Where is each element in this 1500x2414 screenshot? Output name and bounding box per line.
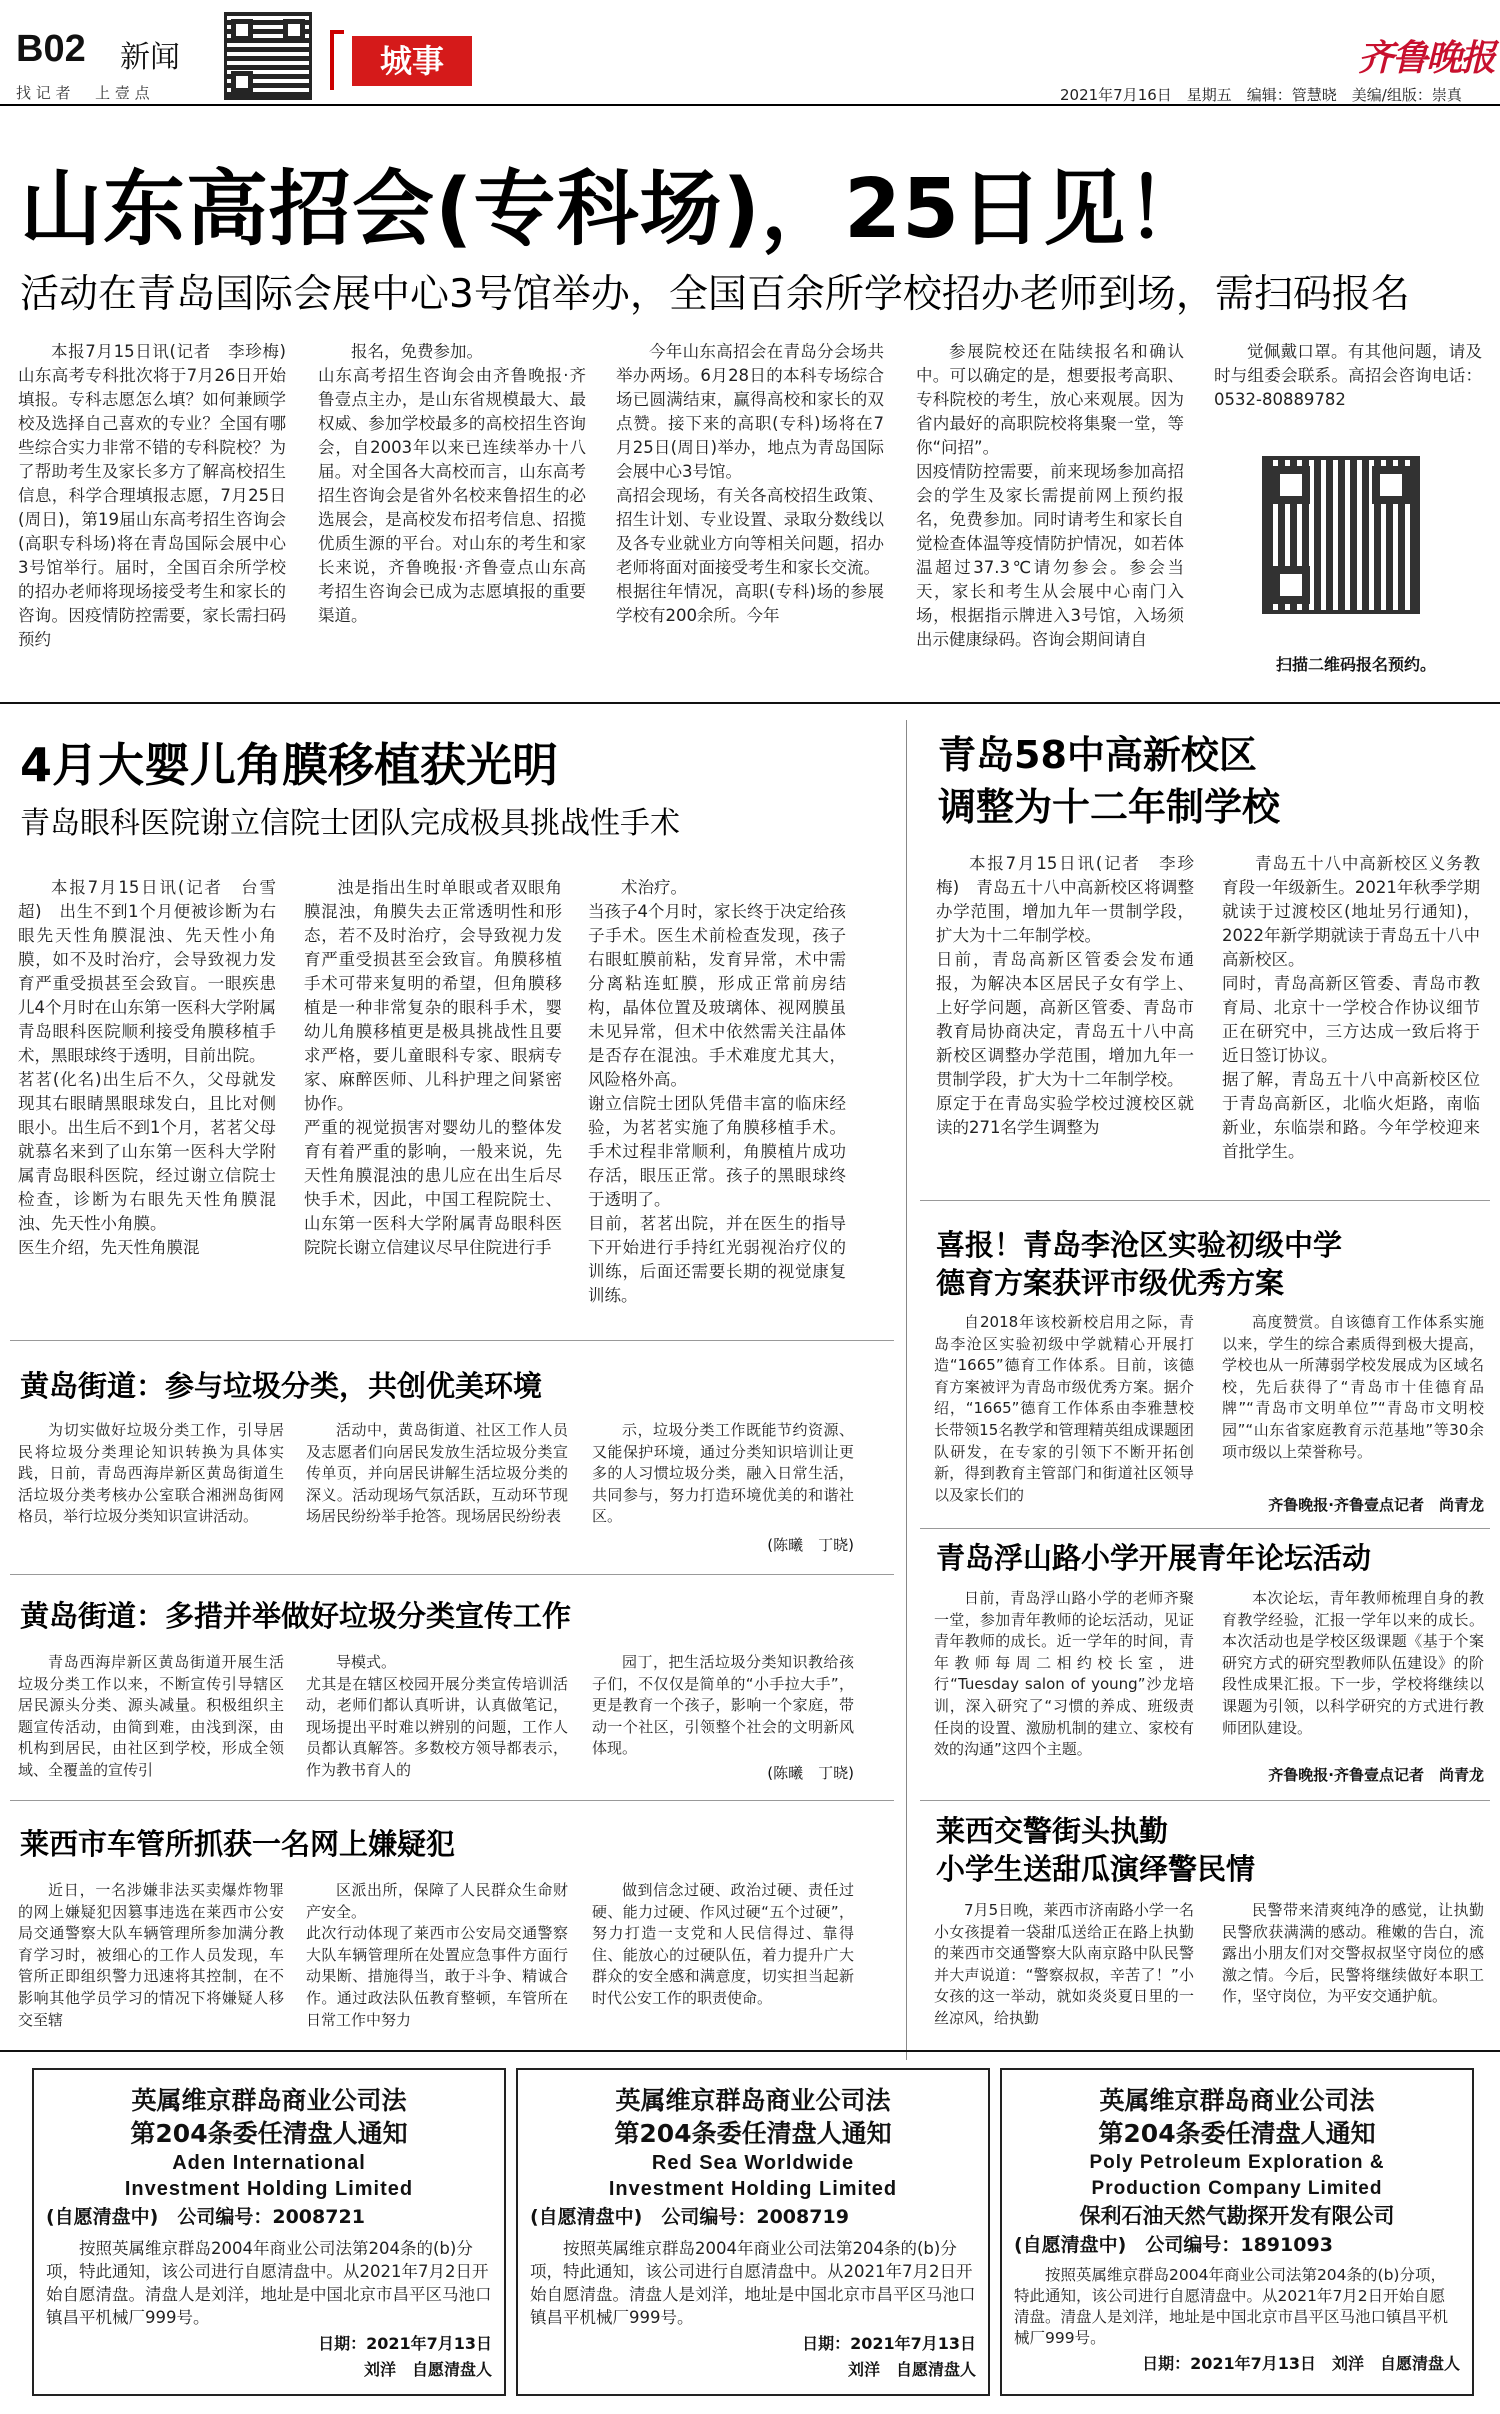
channel-tag: 城事 xyxy=(352,36,472,86)
garbage2-col-2: 导模式。 尤其是在辖区校园开展分类宣传培训活动，老师们都认真听讲，认真做笔记，现场提出平时难以辨别的问题，工作人员都认真解答。多数校方领导都表示，作为教书育人的 xyxy=(306,1653,568,1779)
cornea-col-3: 术治疗。 当孩子4个月时，家长终于决定给孩子手术。医生术前检查发现，孩子右眼虹膜前粘，发育异常，术中需分离粘连虹膜，形成正常前房结构，晶体位置及玻璃体、视网膜虽未见异常，但术中依然需关注晶体是否存在混浊。手术难度尤其大，风险格外高。 谢立信院士团队凭借丰富的临床经验，为茗茗实施了角膜移植手术。手术过程非常顺利，角膜植片成功存活，眼压正常。孩子的黑眼球终于透明了。 目前，茗茗出院，并在医生的指导下开始进行手持红光弱视治疗仪的训练，后面还需要长期的视觉康复训练。 xyxy=(588,878,846,1305)
fushan-byline: 齐鲁晚报·齐鲁壹点记者 尚青龙 xyxy=(1268,1766,1484,1784)
notice-company-en-2: Investment Holding Limited xyxy=(608,2178,898,2200)
lead-col-2: 报名，免费参加。 山东高考招生咨询会由齐鲁晚报·齐鲁壹点主办，是山东省规模最大、最权威、参加学校最多的高校招生咨询会，自2003年以来已连续举办十八届。对全国各大高校而言，山东高考招生咨询会是省外名校来鲁招生的必选展会，是高校发布招考信息、招揽优质生源的平台。对山东的考生和家长来说，齐鲁晚报·齐鲁壹点山东高考招生咨询会已成为志愿填报的重要渠道。 xyxy=(318,342,586,625)
signup-qr-code xyxy=(1262,456,1420,614)
notice-title-2: 第204条委任清盘人通知 xyxy=(614,2119,892,2148)
page-code: B02 xyxy=(16,28,86,70)
licang-headline-1: 喜报！青岛李沧区实验初级中学 xyxy=(936,1228,1343,1262)
school58-headline-1: 青岛58中高新校区 xyxy=(938,733,1257,777)
garbage2-byline: (陈曦 丁晓) xyxy=(767,1764,854,1782)
traffic-headline-2: 小学生送甜瓜演绎警民情 xyxy=(936,1852,1256,1886)
garbage2-col-1: 青岛西海岸新区黄岛街道开展生活垃圾分类工作以来，不断宣传引导辖区居民源头分类、源头减量。积极组织主题宣传活动，由简到难，由浅到深，由机构到居民，由社区到学校，形成全领域、全覆盖的宣传引 xyxy=(18,1653,284,1779)
school58-headline-2: 调整为十二年制学校 xyxy=(938,785,1281,829)
header-slogan: 找 记 者 上 壹 点 xyxy=(16,84,150,102)
cornea-headline: 4月大婴儿角膜移植获光明 xyxy=(20,738,559,792)
notice-company-en-2: Investment Holding Limited xyxy=(124,2178,414,2200)
notice-sign: 刘洋 自愿清盘人 xyxy=(847,2360,976,2379)
garbage1-col-2: 活动中，黄岛街道、社区工作人员及志愿者们向居民发放生活垃圾分类宣传单页，并向居民讲解生活垃圾分类的深义。活动现场气氛活跃，互动环节现场居民纷纷举手抢答。现场居民纷纷表 xyxy=(306,1421,568,1526)
notice-code: (自愿清盘中) 公司编号：2008719 xyxy=(530,2206,849,2228)
notice-company-en-1: Aden International xyxy=(172,2152,366,2174)
notice-company-cn: 保利石油天然气勘探开发有限公司 xyxy=(1079,2204,1395,2228)
notice-date: 日期：2021年7月13日 刘洋 自愿清盘人 xyxy=(1142,2354,1460,2373)
page-header xyxy=(0,0,1500,110)
notice-title-2: 第204条委任清盘人通知 xyxy=(130,2119,408,2148)
liquidation-notice-2 xyxy=(516,2068,990,2396)
garbage2-headline: 黄岛街道：多措并举做好垃圾分类宣传工作 xyxy=(20,1599,572,1633)
garbage2-rule xyxy=(10,1800,894,1801)
licang-col-1: 自2018年该校新校启用之际，青岛李沧区实验初级中学就精心开展打造“1665”德育工作体系。目前，该德育方案被评为青岛市级优秀方案。据介绍，“1665”德育工作体系由李雅慧校长带领15名教学和管理精英组成课题团队研发，在专家的引领下不断开拓创新，得到教育主管部门和街道社区领导以及家长们的 xyxy=(934,1313,1194,1504)
notice-body: 按照英属维京群岛2004年商业公司法第204条的(b)分项，特此通知，该公司进行自愿清盘中。从2021年7月2日开始自愿清盘。清盘人是刘洋，地址是中国北京市昌平区马池口镇昌平机械厂999号。 xyxy=(46,2239,492,2327)
brand-logo: 齐鲁晚报 xyxy=(1358,37,1495,79)
fushan-col-1: 日前，青岛浮山路小学的老师齐聚一堂，参加青年教师的论坛活动，见证青年教师的成长。近一学年的时间，青年教师每周二相约校长室，进行“Tuesday salon of young”沙龙培训，深入研究了“习惯的养成、班级责任岗的设置、激励机制的建立、家校有效的沟通”这四个主题。 xyxy=(934,1589,1194,1759)
garbage2-col-3: 园丁，把生活垃圾分类知识教给孩子们，不仅仅是简单的“小手拉大手”，更是教育一个孩子，影响一个家庭，带动一个社区，引领整个社会的文明新风体现。 xyxy=(592,1653,854,1758)
lead-col-5: 觉佩戴口罩。有其他问题，请及时与组委会联系。高招会咨询电话：0532-80889782 xyxy=(1214,342,1482,409)
cornea-col-1: 本报7月15日讯(记者 台雪超) 出生不到1个月便被诊断为右眼先天性角膜混浊、先天性小角膜，如不及时治疗，会导致视力发育严重受损甚至会致盲。一眼疾患儿4个月时在山东第一医科大学附属青岛眼科医院顺利接受角膜移植手术，黑眼球终于透明，目前出院。 茗茗(化名)出生后不久，父母就发现其右眼睛黑眼球发白，且比对侧眼小。出生后不到1个月，茗茗父母就慕名来到了山东第一医科大学附属青岛眼科医院，经过谢立信院士检查，诊断为右眼先天性角膜混浊、先天性小角膜。 医生介绍，先天性角膜混 xyxy=(18,878,276,1257)
notice-title-2: 第204条委任清盘人通知 xyxy=(1098,2119,1376,2148)
notice-company-en-1: Poly Petroleum Exploration & xyxy=(1089,2152,1385,2173)
licang-headline-2: 德育方案获评市级优秀方案 xyxy=(936,1266,1285,1300)
notice-sign: 刘洋 自愿清盘人 xyxy=(363,2360,492,2379)
garbage1-col-1: 为切实做好垃圾分类工作，引导居民将垃圾分类理论知识转换为具体实践，日前，青岛西海岸新区黄岛街道生活垃圾分类考核办公室联合湘洲岛街网格员，举行垃圾分类知识宣讲活动。 xyxy=(18,1421,284,1526)
licang-col-2: 高度赞赏。自该德育工作体系实施以来，学生的综合素质得到极大提高，学校也从一所薄弱学校发展成为区域名校，先后获得了“青岛市十佳德育品牌”“青岛市文明单位”“青岛市文明校园”“山东省家庭教育示范基地”等30余项市级以上荣誉称号。 xyxy=(1222,1313,1484,1461)
lead-subheadline: 活动在青岛国际会展中心3号馆举办，全国百余所学校招办老师到场，需扫码报名 xyxy=(20,272,1410,317)
header-date: 2021年7月16日 星期五 编辑：管慧晓 美编/组版：崇真 xyxy=(1060,86,1462,104)
liquidation-notice-3 xyxy=(1000,2068,1474,2396)
notice-code: (自愿清盘中) 公司编号：2008721 xyxy=(46,2206,365,2228)
fushan-col-2: 本次论坛，青年教师梳理自身的教育教学经验，汇报一学年以来的成长。本次活动也是学校区级课题《基于个案研究方式的研究型教师队伍建设》的阶段性成果汇报。下一步，学校将继续以课题为引领，以科学研究的方式进行教师团队建设。 xyxy=(1222,1589,1484,1737)
lead-bottom-rule xyxy=(0,702,1500,704)
traffic-col-1: 7月5日晚，莱西市济南路小学一名小女孩提着一袋甜瓜送给正在路上执勤的莱西市交通警察大队南京路中队民警并大声说道：“警察叔叔，辛苦了！”小女孩的这一举动，就如炎炎夏日里的一丝凉风，给执勤 xyxy=(934,1901,1194,2027)
channel-bracket xyxy=(330,30,344,90)
notice-company-en-2: Production Company Limited xyxy=(1091,2178,1383,2199)
fushan-headline: 青岛浮山路小学开展青年论坛活动 xyxy=(936,1541,1372,1575)
header-qr-code xyxy=(224,12,312,100)
police-col-1: 近日，一名涉嫌非法买卖爆炸物罪的网上嫌疑犯因篡事违选在莱西市公安局交通警察大队车辆管理所参加满分教育学习时，被细心的工作人员发现，车管所正即组织警力迅速将其控制，在不影响其他学员学习的情况下将嫌疑人移交至辖 xyxy=(18,1881,284,2029)
cornea-rule xyxy=(10,1340,894,1341)
garbage1-headline: 黄岛街道：参与垃圾分类，共创优美环境 xyxy=(20,1369,543,1403)
header-rule xyxy=(0,104,1500,106)
cornea-col-2: 浊是指出生时单眼或者双眼角膜混浊，角膜失去正常透明性和形态，若不及时治疗，会导致视力发育严重受损甚至会致盲。角膜移植手术可带来复明的希望，但角膜移植是一种非常复杂的眼科手术，婴幼儿角膜移植更是极具挑战性且要求严格，要儿童眼科专家、眼病专家、麻醉医师、儿科护理之间紧密协作。 严重的视觉损害对婴幼儿的整体发育有着严重的影响，一般来说，先天性角膜混浊的患儿应在出生后尽快手术，因此，中国工程院院士、山东第一医科大学附属青岛眼科医院院长谢立信建议尽早住院进行手 xyxy=(304,878,562,1257)
licang-byline: 齐鲁晚报·齐鲁壹点记者 尚青龙 xyxy=(1268,1496,1484,1514)
notice-company-en-1: Red Sea Worldwide xyxy=(651,2152,855,2174)
notice-title-1: 英属维京群岛商业公司法 xyxy=(1099,2086,1375,2115)
section-name: 新闻 xyxy=(120,40,180,75)
lead-col-3: 今年山东高招会在青岛分会场共举办两场。6月28日的本科专场综合场已圆满结束，赢得高校和家长的双点赞。接下来的高职(专科)场将在7月25日(周日)举办，地点为青岛国际会展中心3号馆。 高招会现场，有关各高校招生政策、招生计划、专业设置、录取分数线以及各专业就业方向等相关问题，招办老师将面对面接受考生和家长交流。 根据往年情况，高职(专科)场的参展学校有200余所。今年 xyxy=(616,342,884,625)
garbage1-rule xyxy=(10,1574,894,1575)
notice-date: 日期：2021年7月13日 xyxy=(318,2334,492,2353)
notice-title-1: 英属维京群岛商业公司法 xyxy=(615,2086,891,2115)
licang-rule xyxy=(920,1528,1490,1529)
lead-col-1: 本报7月15日讯(记者 李珍梅) 山东高考专科批次将于7月26日开始填报。专科志愿怎么填？如何兼顾学校及选择自己喜欢的专业？全国有哪些综合实力非常不错的专科院校？为了帮助考生及家长多方了解高校招生信息，科学合理填报志愿，7月25日(周日)，第19届山东高考招生咨询会(高职专科场)将在青岛国际会展中心3号馆举行。届时，全国百余所学校的招办老师将现场接受考生和家长的咨询。因疫情防控需要，家长需扫码预约 xyxy=(18,342,303,649)
school58-col-1: 本报7月15日讯(记者 李珍梅) 青岛五十八中高新校区将调整办学范围，增加九年一贯制学段，扩大为十二年制学校。 日前，青岛高新区管委会发布通报，为解决本区居民子女有学上、上好学问题，高新区管委、青岛市教育局协商决定，青岛五十八中高新校区调整办学范围，增加九年一贯制学段，扩大为十二年制学校。 原定于在青岛实验学校过渡校区就读的271名学生调整为 xyxy=(936,854,1194,1137)
police-headline: 莱西市车管所抓获一名网上嫌疑犯 xyxy=(20,1827,456,1861)
police-col-3: 做到信念过硬、政治过硬、责任过硬、能力过硬、作风过硬“五个过硬”，努力打造一支党和人民信得过、靠得住、能放心的过硬队伍，着力提升广大群众的安全感和满意度，切实担当起新时代公安工作的职责使命。 xyxy=(592,1881,854,2007)
police-col-2: 区派出所，保障了人民群众生命财产安全。 此次行动体现了莱西市公安局交通警察大队车辆管理所在处置应急事件方面行动果断、措施得当，敢于斗争、精诚合作。通过政法队伍教育整顿，车管所在日常工作中努力 xyxy=(306,1881,568,2029)
notice-code: (自愿清盘中) 公司编号：1891093 xyxy=(1014,2234,1333,2256)
traffic-headline-1: 莱西交警街头执勤 xyxy=(936,1814,1169,1848)
notice-body: 按照英属维京群岛2004年商业公司法第204条的(b)分项，特此通知，该公司进行自愿清盘中。从2021年7月2日开始自愿清盘。清盘人是刘洋，地址是中国北京市昌平区马池口镇昌平机械厂999号。 xyxy=(530,2239,976,2327)
notice-body: 按照英属维京群岛2004年商业公司法第204条的(b)分项，特此通知，该公司进行自愿清盘中。从2021年7月2日开始自愿清盘。清盘人是刘洋，地址是中国北京市昌平区马池口镇昌平机械厂999号。 xyxy=(1014,2266,1449,2347)
notice-title-1: 英属维京群岛商业公司法 xyxy=(131,2086,407,2115)
traffic-col-2: 民警带来清爽纯净的感觉，让执勤民警欣获满满的感动。稚嫩的告白，流露出小朋友们对交警叔叔坚守岗位的感激之情。今后，民警将继续做好本职工作，坚守岗位，为平安交通护航。 xyxy=(1222,1901,1484,2006)
garbage1-byline: (陈曦 丁晓) xyxy=(767,1536,854,1554)
qr-caption: 扫描二维码报名预约。 xyxy=(1276,655,1437,674)
lead-headline: 山东高招会(专科场)，25日见！ xyxy=(20,162,1210,257)
ads-top-rule xyxy=(0,2050,1500,2052)
garbage1-col-3: 示，垃圾分类工作既能节约资源、又能保护环境，通过分类知识培训让更多的人习惯垃圾分类，融入日常生活，共同参与，努力打造环境优美的和谐社区。 xyxy=(592,1421,854,1526)
liquidation-notice-1 xyxy=(32,2068,506,2396)
school58-rule xyxy=(920,1200,1490,1201)
cornea-subheadline: 青岛眼科医院谢立信院士团队完成极具挑战性手术 xyxy=(20,806,680,841)
lead-col-4: 参展院校还在陆续报名和确认中。可以确定的是，想要报考高职、专科院校的考生，放心来观展。因为省内最好的高职院校将集聚一堂，等你“问招”。 因疫情防控需要，前来现场参加高招会的学生及家长需提前网上预约报名，免费参加。同时请考生和家长自觉检查体温等疫情防护情况，如若体温超过37.3℃请勿参会。参会当天，家长和考生从会展中心南门入场，根据指示牌进入3号馆，入场须出示健康绿码。咨询会期间请自 xyxy=(916,342,1184,649)
column-divider xyxy=(906,720,907,2060)
notice-date: 日期：2021年7月13日 xyxy=(802,2334,976,2353)
fushan-rule xyxy=(920,1800,1490,1801)
school58-col-2: 青岛五十八中高新校区义务教育段一年级新生。2021年秋季学期就读于过渡校区(地址另行通知)，2022年新学期就读于青岛五十八中高新校区。 同时，青岛高新区管委、青岛市教育局、北京十一学校合作协议细节正在研究中，三方达成一致后将于近日签订协议。 据了解，青岛五十八中高新校区位于青岛高新区，北临火炬路，南临新业，东临崇和路。今年学校迎来首批学生。 xyxy=(1222,854,1480,1161)
